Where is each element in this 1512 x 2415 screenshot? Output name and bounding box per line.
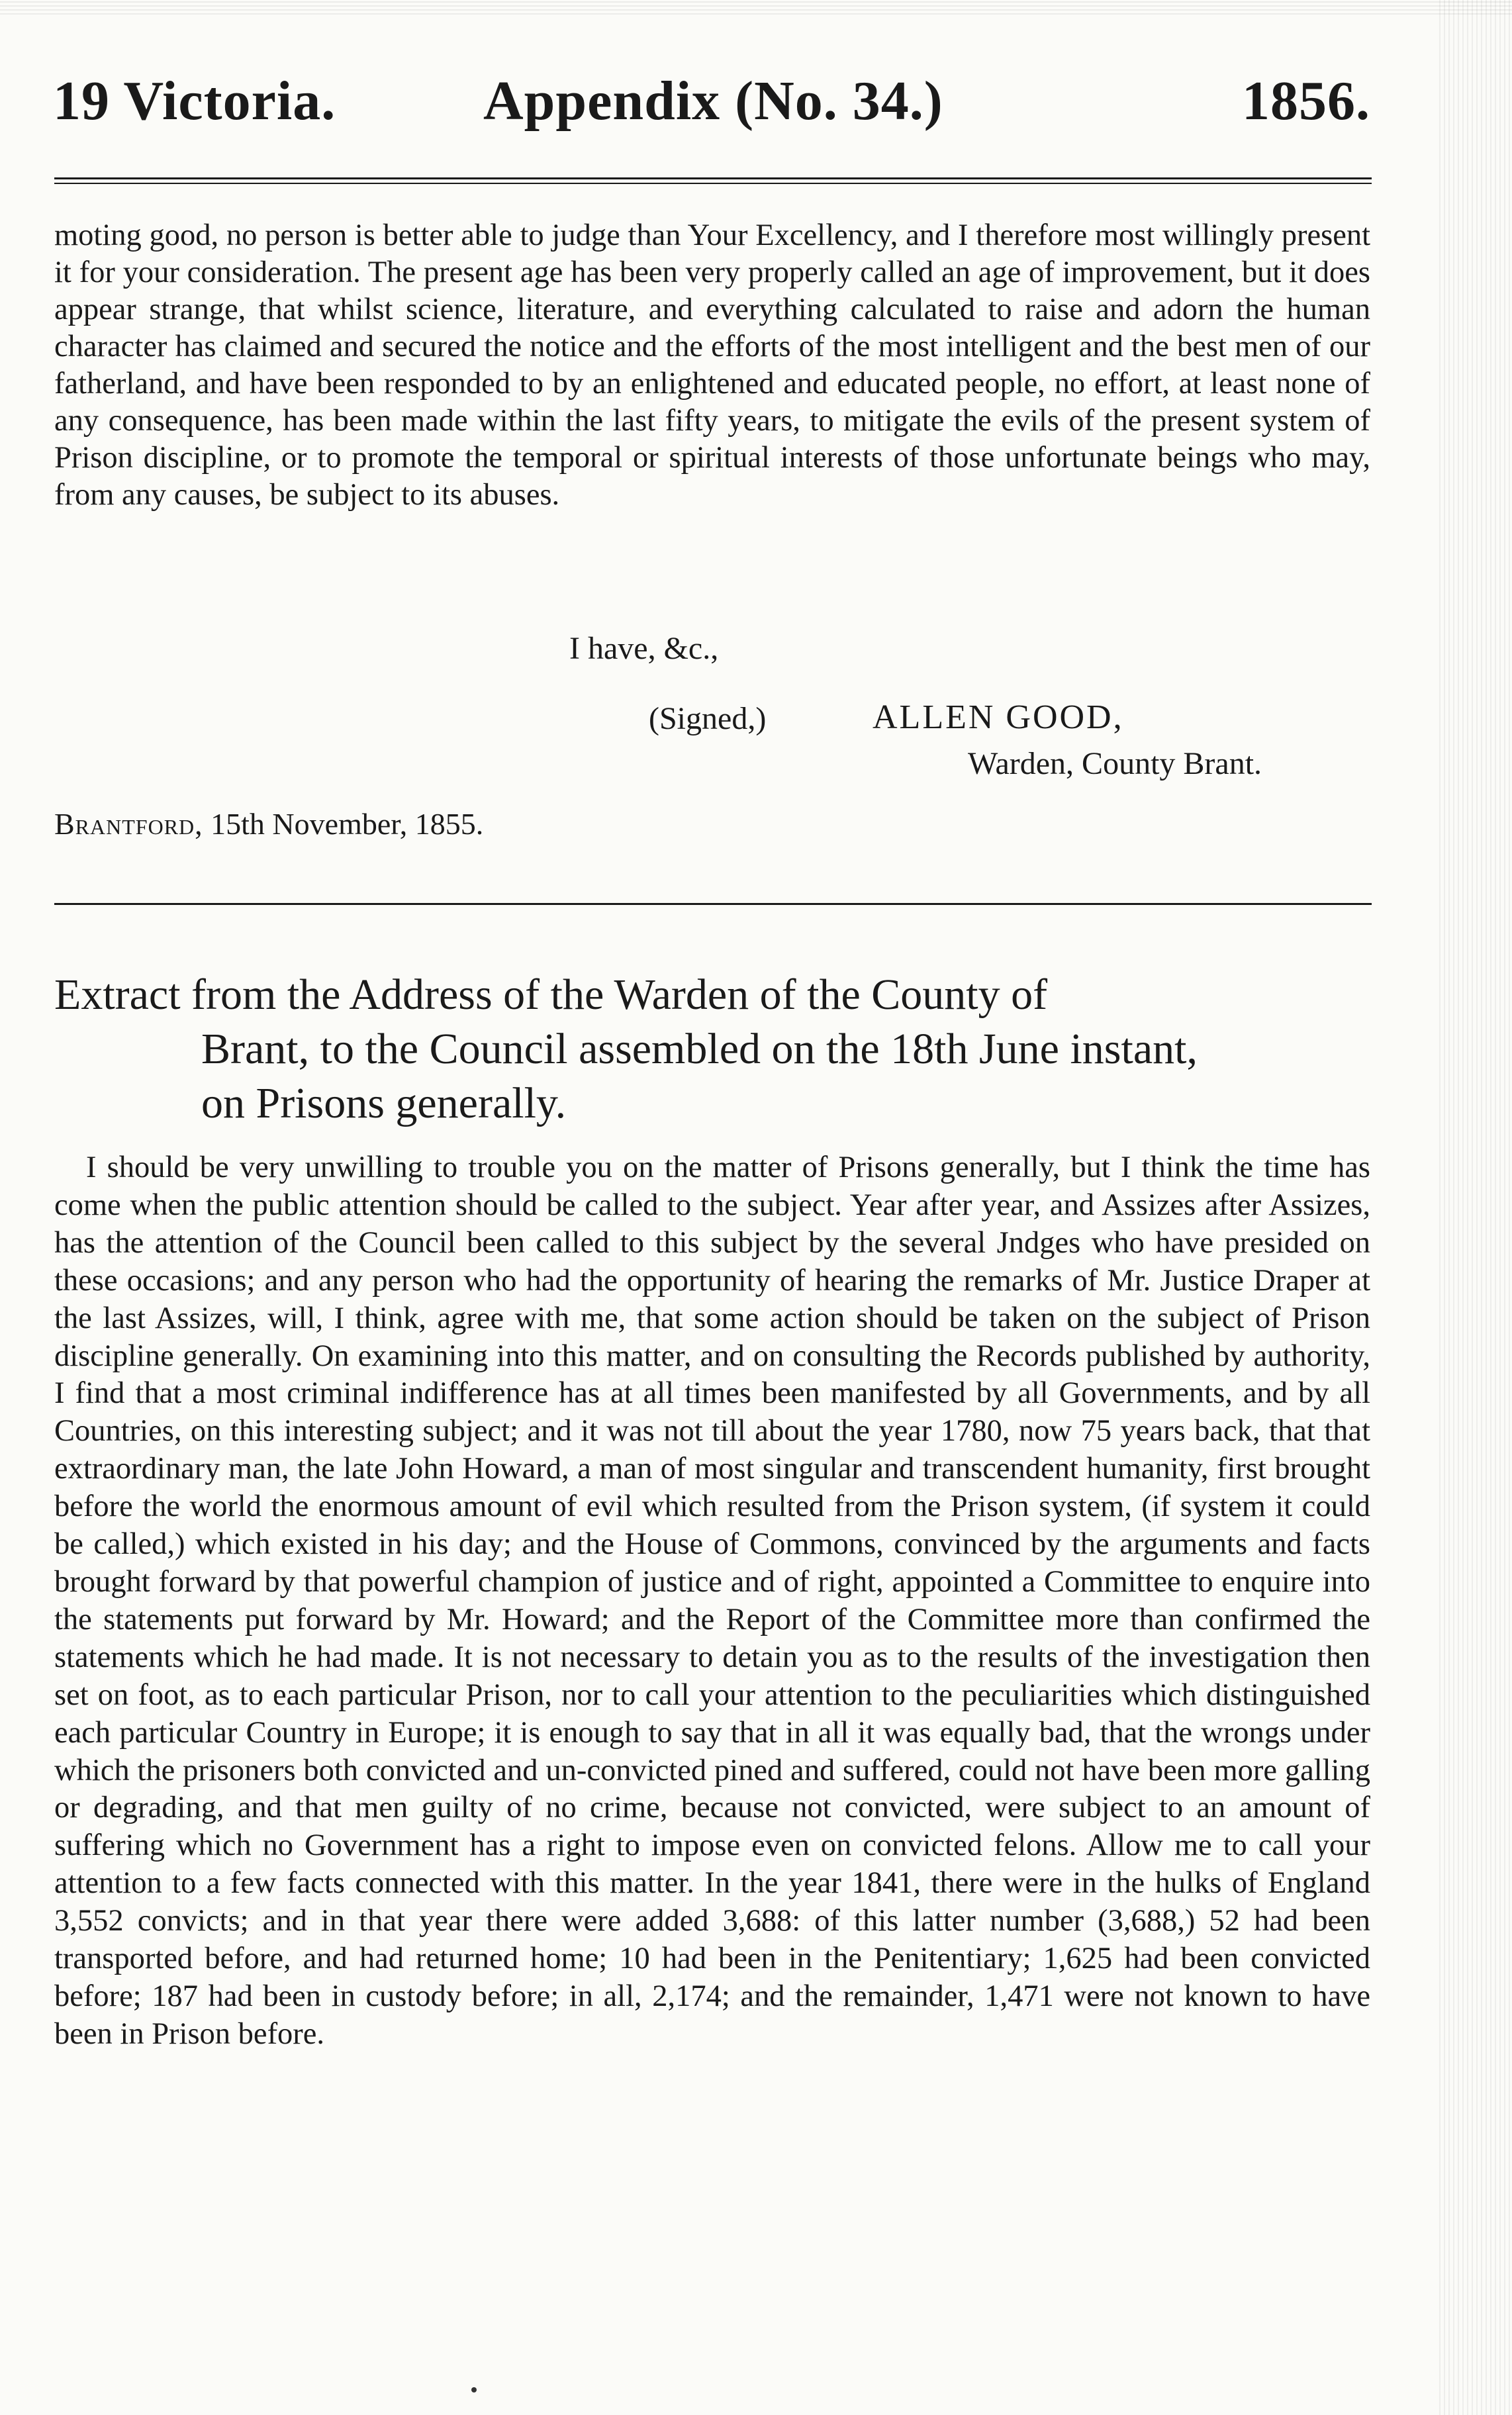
extract-body <box>54 1149 1370 2054</box>
letter-date: 15th November, 1855. <box>211 807 484 841</box>
signer-title: Warden, County Brant. <box>968 746 1262 781</box>
header-session: 19 Victoria. <box>53 70 336 132</box>
scan-edge-top <box>0 0 1512 15</box>
scan-edge-right <box>1439 0 1512 2415</box>
signer-name: ALLEN GOOD, <box>873 698 1124 736</box>
extract-title-line-3: on Prisons generally. <box>201 1079 567 1127</box>
extract-body-text: I should be very unwilling to trouble you on the matter of Prisons generally, but I think the time has come when the public attention should be called to the subject. Year after year, and Assizes after Assizes, has the attention of the Council been called to this subject by the several Jndges who have presided on these occasions; and any person who had the opportunity of hearing the remarks of Mr. Justice Draper at the last Assizes, will, I think, agree with me, that some action should be taken on the subject of Prison discipline generally. On examining into this matter, and on consulting the Records published by authority, I find that a most criminal indifference has at all times been manifested by all Governments, and by all Countries, on this interesting subject; and it was not till about the year 1780, now 75 years back, that that extraordinary man, the late John Howard, a man of most singular and transcendent humanity, first brought before the world the enormous amount of evil which resulted from the Prison system, (if system it could be called,) which existed in his day; and the House of Commons, convinced by the arguments and facts brought forward by that powerful champion of justice and of right, appointed a Committee to enquire into the statements put forward by Mr. Howard; and the Report of the Committee more than confirmed the statements which he had made. It is not necessary to detain you as to the results of the investigation then set on foot, as to each particular Prison, nor to call your attention to the peculiarities which distinguished each particular Country in Europe; it is enough to say that in all it was equally bad, that the wrongs under which the prisoners both convicted and un-convicted pined and suffered, could not have been more galling or degrading, and that men guilty of no crime, because not convicted, were subject to an amount of suffering which no Government has a right to impose even on convicted felons. Allow me to call your attention to a few facts connected with this matter. In the year 1841, there were in the hulks of England 3,552 convicts; and in that year there were added 3,688: of this latter number (3,688,) 52 had been transported before, and had returned home; 10 had been in the Penitentiary; 1,625 had been convicted before; 187 had been in custody before; in all, 2,174; and the remainder, 1,471 were not known to have been in Prison before. <box>54 1151 1370 2051</box>
letter-closing: I have, &c., <box>569 631 719 666</box>
header-year: 1856. <box>1242 70 1370 132</box>
running-header <box>53 69 1370 148</box>
letter-paragraph: moting good, no person is better able to judge than Your Excellency, and I therefore most willingly present it for your consideration. The present age has been very properly called an age of improvement, but it does appear strange, that whilst science, literature, and everything calculated to raise and adorn the human character has claimed and secured the notice and the efforts of the most intelligent and the best men of our fatherland, and have been responded to by an enlightened and educated people, no effort, at least none of any consequence, has been made within the last fifty years, to mitigate the evils of the present system of Prison discipline, or to promote the temporal or spiritual interests of those unfortunate beings who may, from any causes, be subject to its abuses. <box>54 218 1370 512</box>
signed-label: (Signed,) <box>649 701 767 736</box>
extract-title-line-1: Extract from the Address of the Warden of the County of <box>54 971 1048 1019</box>
letter-place: Brantford, <box>54 807 203 841</box>
section-rule <box>54 903 1372 905</box>
header-rule <box>54 177 1372 184</box>
ink-dot <box>471 2387 477 2392</box>
letter-place-date <box>54 806 483 841</box>
header-appendix: Appendix (No. 34.) <box>483 70 943 132</box>
extract-title-line-2: Brant, to the Council assembled on the 18th June instant, <box>201 1025 1198 1073</box>
extract-title <box>54 968 1372 1131</box>
